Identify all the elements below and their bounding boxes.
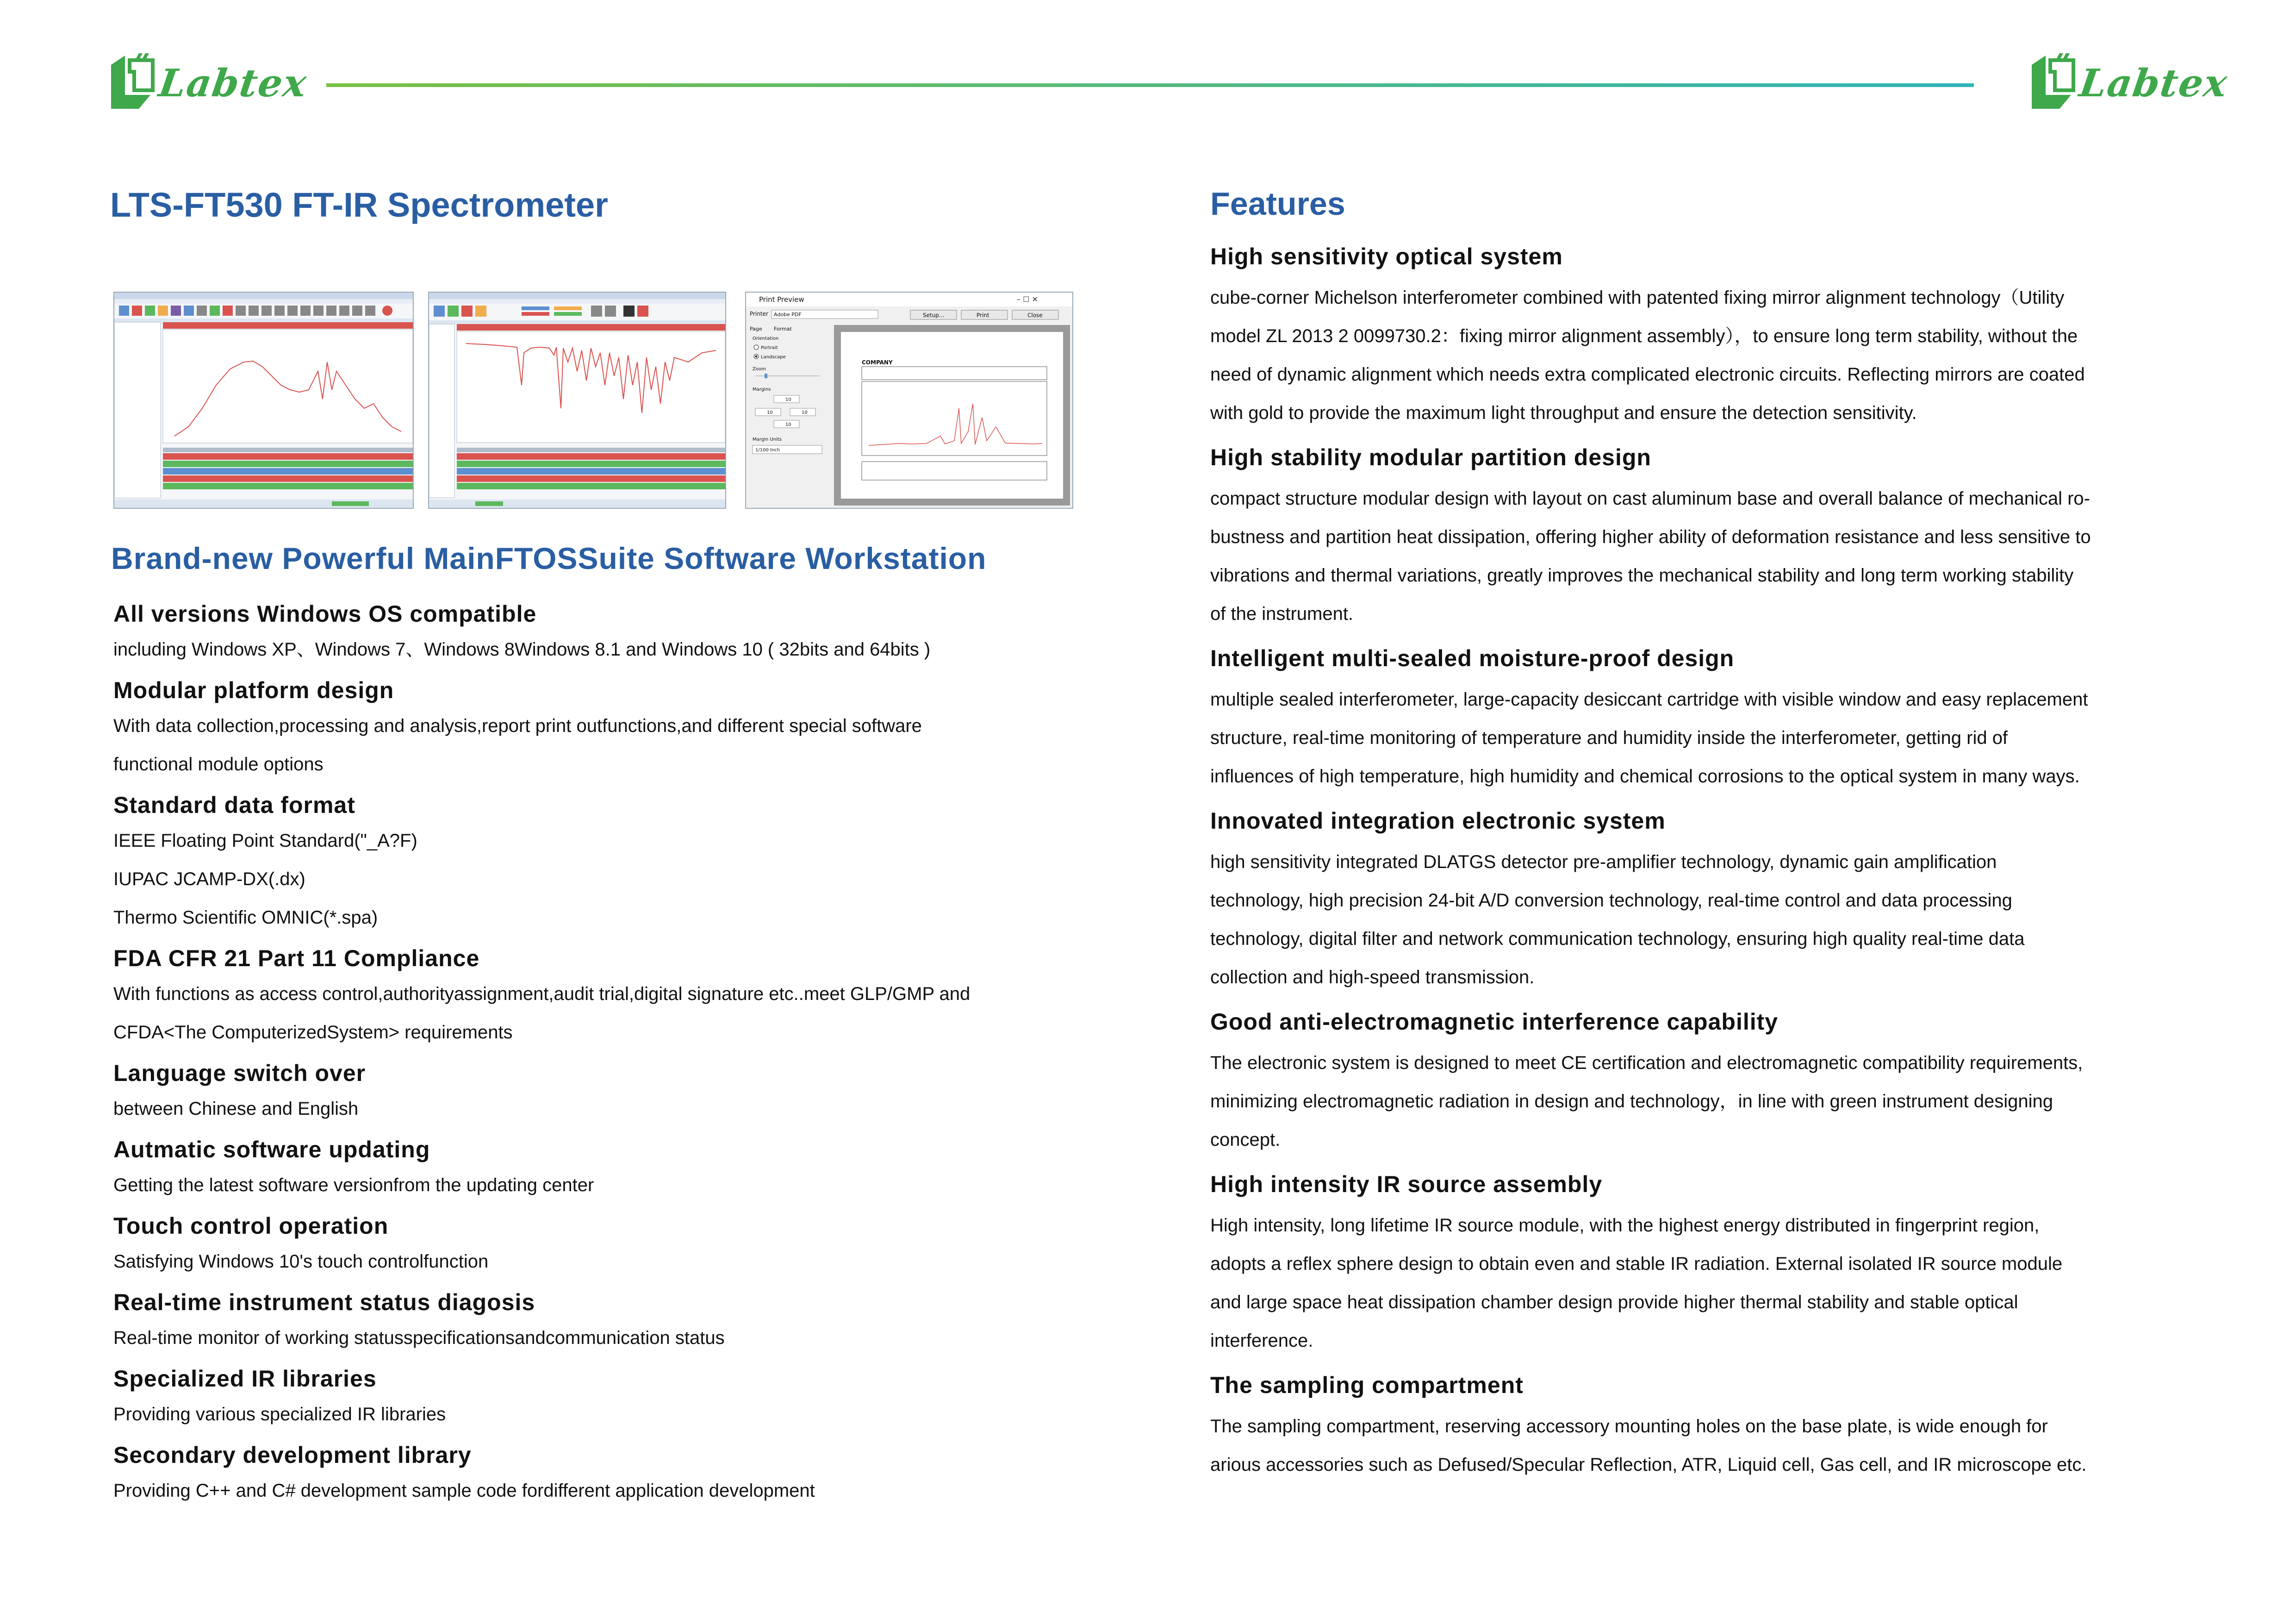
software-feature-text: IUPAC JCAMP-DX(.dx) (113, 869, 305, 889)
hardware-feature-text: cube-corner Michelson interferometer combined with patented fixing mirror alignment technology（Utility (1210, 287, 2065, 308)
page-tab: Page (750, 326, 762, 332)
labtex-logo-right (2027, 51, 2231, 116)
hardware-feature-text: The electronic system is designed to meet CE certification and electromagnetic compatibility requirements, (1210, 1053, 2083, 1073)
labtex-mark-icon (2027, 51, 2078, 116)
hardware-feature-section (1210, 804, 2196, 997)
hardware-feature-text: structure, real-time monitoring of temperature and humidity inside the interferometer, getting rid of (1210, 728, 2008, 748)
hardware-feature-text: technology, digital filter and network communication technology, ensuring high quality real-time data (1210, 929, 2025, 949)
software-feature-heading: Autmatic software updating (113, 1137, 430, 1162)
setup-button: Setup... (923, 312, 945, 319)
software-feature-section (113, 674, 1108, 784)
hardware-feature-text: High intensity, long lifetime IR source module, with the highest energy distributed in fingerprint region, (1210, 1215, 2040, 1236)
margin-right-value: 10 (802, 410, 808, 415)
hardware-feature-heading: High stability modular partition design (1210, 444, 1651, 470)
software-feature-text: Thermo Scientific OMNIC(*.spa) (113, 907, 378, 928)
labtex-mark-icon (106, 51, 157, 116)
hardware-feature-section (1210, 240, 2196, 432)
hardware-feature-section (1210, 1168, 2196, 1360)
print-button: Print (977, 312, 989, 319)
labtex-logo-left (106, 51, 310, 116)
margin-units-label: Margin Units (753, 437, 782, 442)
report-company: COMPANY (862, 359, 893, 366)
hardware-feature-text: minimizing electromagnetic radiation in design and technology，in line with green instrument designing (1210, 1091, 2053, 1112)
brand-wordmark (2077, 61, 2231, 106)
software-feature-text: With functions as access control,authorityassignment,audit trial,digital signature etc..meet GLP/GMP and (113, 984, 971, 1004)
software-feature-text: between Chinese and English (113, 1099, 359, 1119)
screenshot-transmittance (428, 292, 726, 509)
software-title: Brand-new Powerful MainFTOSSuite Software Workstation (111, 541, 987, 575)
software-feature-section (113, 1286, 1108, 1357)
hardware-feature-text: compact structure modular design with layout on cast aluminum base and overall balance of mechanical ro- (1210, 488, 2090, 509)
transmittance-window-graphic (429, 293, 725, 508)
hardware-feature-text: of the instrument. (1210, 604, 1354, 624)
spectrum-window-graphic (114, 293, 413, 508)
software-feature-heading: Specialized IR libraries (113, 1366, 377, 1392)
software-feature-heading: Standard data format (113, 792, 355, 818)
hardware-features-list (1210, 240, 2196, 1493)
software-feature-section (113, 788, 1108, 937)
hardware-feature-text: vibrations and thermal variations, greatly improves the mechanical stability and long term working stability (1210, 565, 2074, 586)
screenshot-main-spectrum (113, 292, 414, 509)
hardware-feature-heading: Good anti-electromagnetic interference capability (1210, 1009, 1779, 1035)
software-feature-text: functional module options (113, 754, 324, 775)
hardware-feature-text: technology, high precision 24-bit A/D conversion technology, real-time control and data processing (1210, 890, 2012, 911)
format-tab: Format (774, 326, 792, 332)
printer-label: Printer (750, 311, 768, 317)
hardware-feature-text: model ZL 2013 2 0099730.2：fixing mirror alignment assembly），to ensure long term stability, without the (1210, 326, 2078, 346)
zoom-label: Zoom (753, 367, 766, 372)
software-feature-text: Getting the latest software versionfrom the updating center (113, 1175, 594, 1195)
software-feature-text: IEEE Floating Point Standard("_A?F) (113, 831, 417, 851)
software-feature-text: Satisfying Windows 10's touch controlfunction (113, 1251, 489, 1272)
margin-bottom-value: 10 (785, 422, 791, 427)
margin-top-value: 10 (785, 397, 791, 402)
hardware-feature-heading: High intensity IR source assembly (1210, 1171, 1603, 1197)
hardware-feature-text: influences of high temperature, high humidity and chemical corrosions to the optical system in many ways. (1210, 766, 2080, 787)
margin-units-value: 1/100 Inch (755, 448, 780, 453)
screenshot-print-preview (745, 292, 1073, 509)
hardware-feature-text: high sensitivity integrated DLATGS detector pre-amplifier technology, dynamic gain amplification (1210, 852, 1997, 872)
software-features-list (113, 597, 1108, 1515)
hardware-feature-text: with gold to provide the maximum light throughput and ensure the detection sensitivity. (1210, 403, 1917, 423)
hardware-feature-heading: High sensitivity optical system (1210, 244, 1563, 269)
product-title: LTS-FT530 FT-IR Spectrometer (110, 186, 608, 224)
window-controls: – ☐ ✕ (1017, 295, 1038, 304)
hardware-feature-text: The sampling compartment, reserving accessory mounting holes on the base plate, is wide enough for (1210, 1416, 2048, 1437)
software-feature-text: Providing C++ and C# development sample code fordifferent application development (113, 1480, 815, 1501)
brand-name: Labtex (156, 61, 310, 106)
software-feature-text: CFDA<The ComputerizedSystem> requirements (113, 1022, 513, 1043)
hardware-feature-text: adopts a reflex sphere design to obtain even and stable IR radiation. External isolated IR source module (1210, 1254, 2063, 1274)
close-button: Close (1027, 312, 1043, 319)
header-divider (326, 83, 1974, 87)
features-title: Features (1210, 186, 1345, 222)
hardware-feature-text: and large space heat dissipation chamber design provide higher thermal stability and stable optical (1210, 1292, 2018, 1312)
hardware-feature-heading: Intelligent multi-sealed moisture-proof design (1210, 645, 1735, 671)
software-feature-section (113, 1362, 1108, 1434)
brand-wordmark (156, 61, 310, 106)
software-feature-section (113, 1438, 1108, 1510)
software-feature-heading: FDA CFR 21 Part 11 Compliance (113, 945, 480, 971)
portrait-option: Portrait (761, 345, 778, 350)
hardware-feature-section (1210, 1005, 2196, 1159)
software-screenshots (113, 292, 1076, 507)
hardware-feature-text: collection and high-speed transmission. (1210, 967, 1535, 987)
margin-left-value: 10 (767, 410, 773, 415)
software-feature-text: With data collection,processing and analysis,report print outfunctions,and different special software (113, 716, 922, 736)
hardware-feature-text: bustness and partition heat dissipation, offering higher ability of deformation resistance and less sensitive to (1210, 527, 2091, 547)
hardware-feature-heading: Innovated integration electronic system (1210, 808, 1666, 834)
software-feature-heading: Modular platform design (113, 677, 394, 703)
brand-name: Labtex (2077, 61, 2231, 106)
hardware-feature-text: interference. (1210, 1330, 1313, 1351)
software-feature-text: including Windows XP、Windows 7、Windows 8Windows 8.1 and Windows 10 ( 32bits and 64bits ) (113, 639, 931, 660)
hardware-feature-section (1210, 441, 2196, 633)
software-feature-heading: All versions Windows OS compatible (113, 601, 537, 627)
software-feature-heading: Touch control operation (113, 1213, 389, 1239)
landscape-option: Landscape (761, 355, 786, 360)
hardware-feature-text: arious accessories such as Defused/Specular Reflection, ATR, Liquid cell, Gas cell, and IR microscope etc. (1210, 1455, 2087, 1475)
software-feature-section (113, 1056, 1108, 1128)
hardware-feature-text: multiple sealed interferometer, large-capacity desiccant cartridge with visible window and easy replacement (1210, 689, 2088, 710)
software-feature-text: Providing various specialized IR libraries (113, 1404, 446, 1424)
software-feature-heading: Real-time instrument status diagosis (113, 1289, 535, 1315)
software-feature-section (113, 597, 1108, 669)
software-feature-heading: Language switch over (113, 1060, 366, 1086)
hardware-feature-section (1210, 1368, 2196, 1484)
print-preview-title: Print Preview (759, 295, 804, 304)
hardware-feature-text: concept. (1210, 1130, 1281, 1150)
software-feature-text: Real-time monitor of working statusspecificationsandcommunication status (113, 1328, 725, 1348)
software-feature-heading: Secondary development library (113, 1442, 472, 1468)
software-feature-section (113, 942, 1108, 1052)
print-preview-graphic (746, 293, 1072, 508)
software-feature-section (113, 1133, 1108, 1205)
orientation-label: Orientation (753, 336, 779, 341)
margins-label: Margins (753, 387, 771, 392)
printer-value: Adobe PDF (774, 312, 802, 318)
hardware-feature-heading: The sampling compartment (1210, 1372, 1524, 1398)
hardware-feature-section (1210, 642, 2196, 796)
software-feature-section (113, 1209, 1108, 1281)
hardware-feature-text: need of dynamic alignment which needs extra complicated electronic circuits. Reflecting mirrors are coated (1210, 364, 2085, 385)
